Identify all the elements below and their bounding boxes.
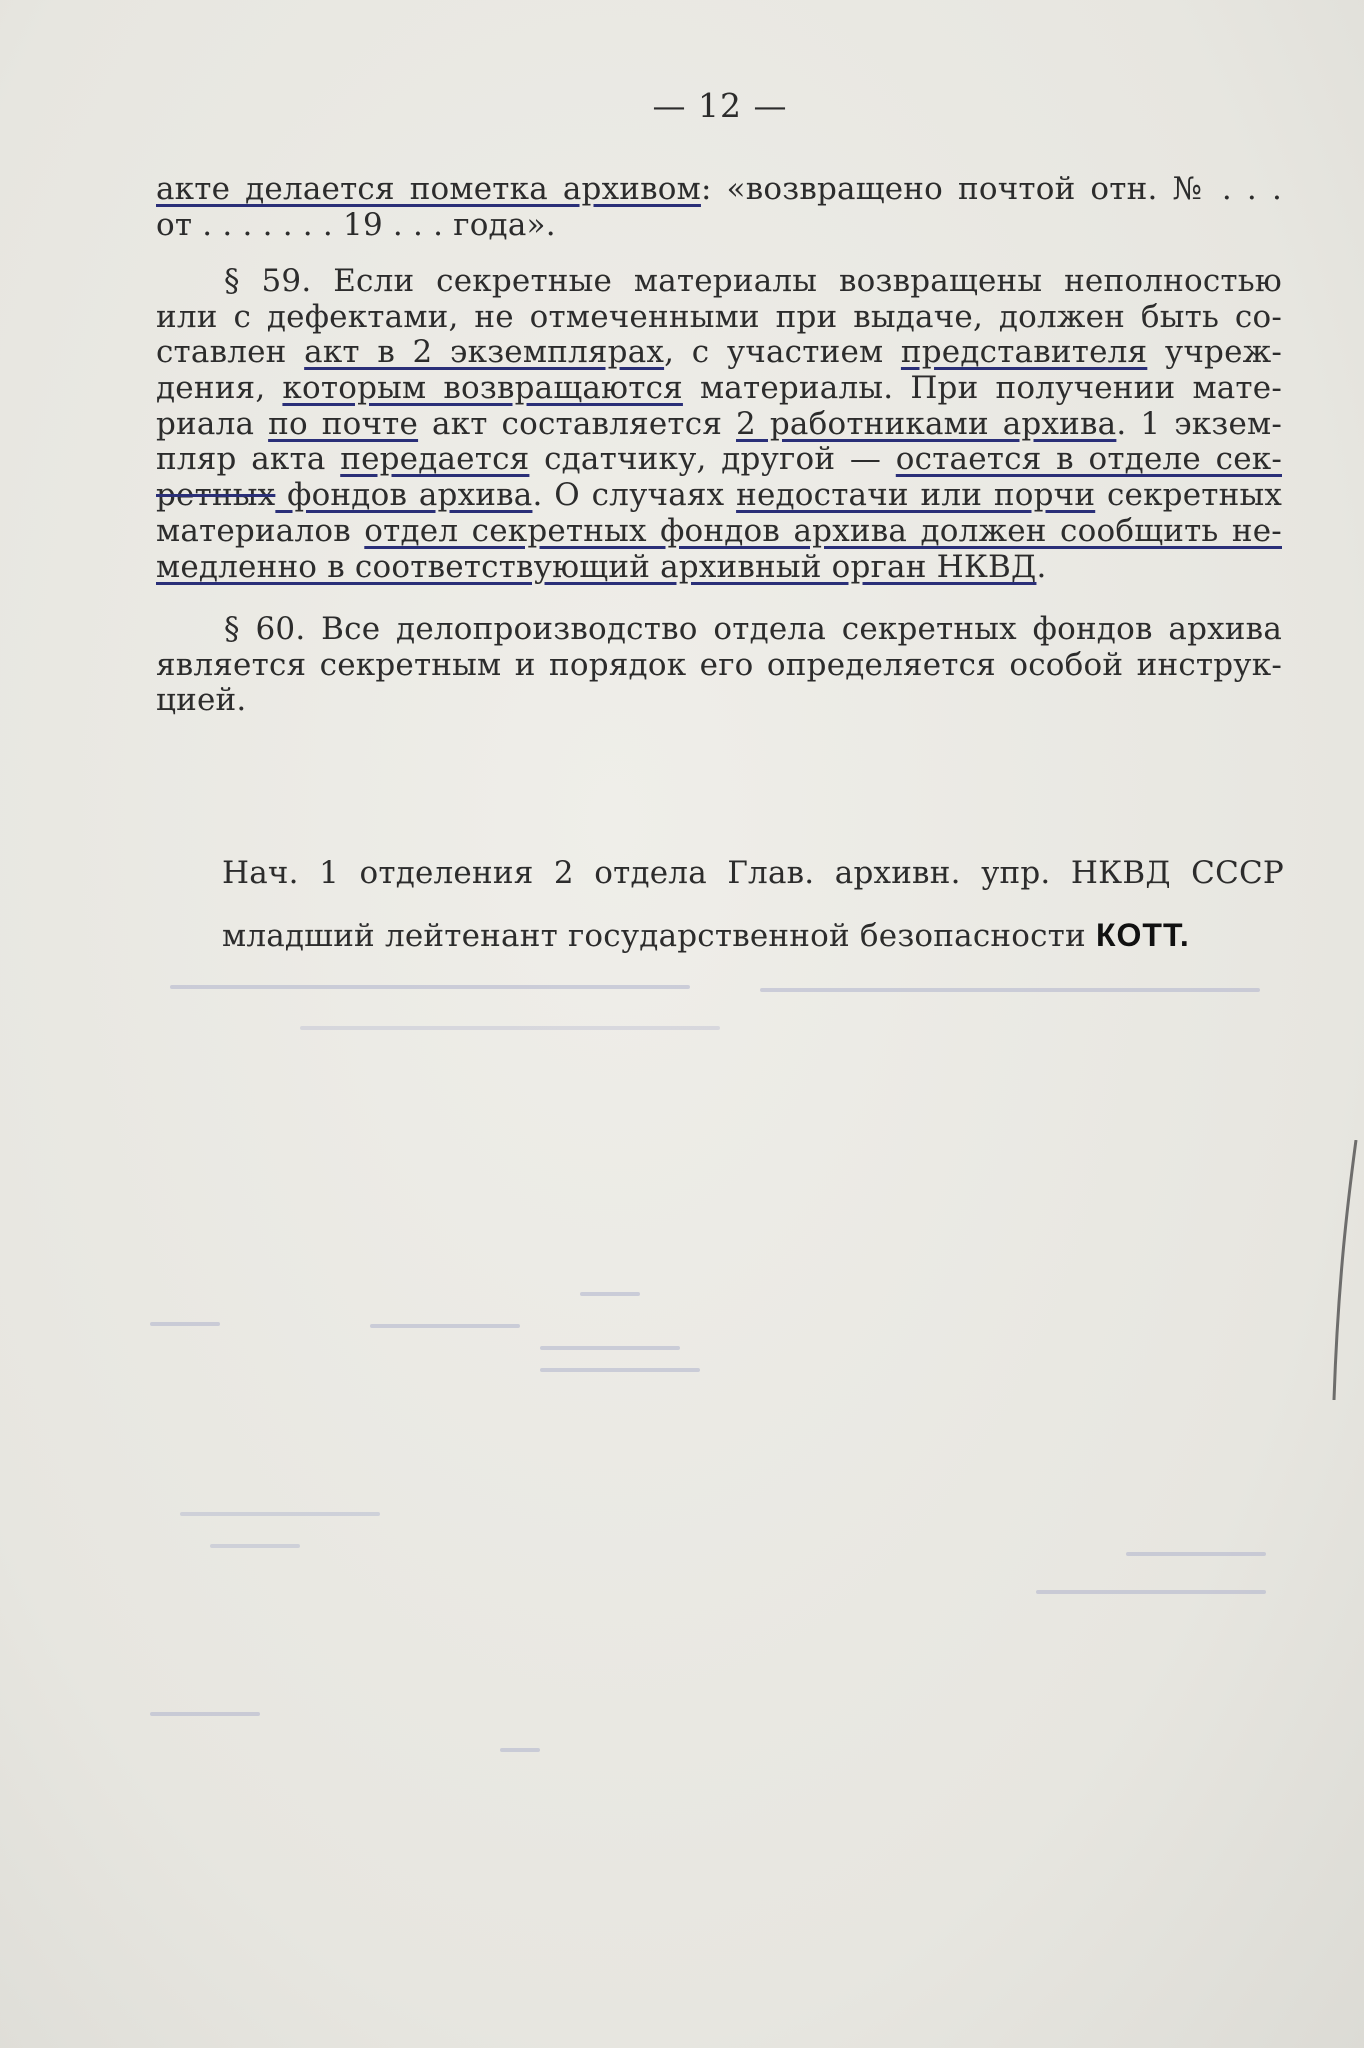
text-span: , с участием — [664, 334, 901, 371]
text-line — [156, 478, 1282, 514]
bleed-through-mark — [540, 1368, 700, 1372]
underlined-text: акт в 2 экземплярах — [304, 334, 665, 371]
signature-rank-line — [222, 904, 1284, 967]
text-span: пляр акта — [156, 441, 341, 478]
text-line — [156, 514, 1282, 550]
underlined-text: представителя — [900, 334, 1148, 371]
underlined-text: 2 работниками архива — [736, 405, 1117, 442]
text-span: учреж- — [1147, 334, 1283, 371]
text-line: цией. — [156, 682, 247, 719]
text-span: риала — [156, 405, 269, 442]
text-span: секретных — [1095, 477, 1283, 514]
text-line: от . . . . . . . 19 . . . года». — [156, 206, 556, 243]
underlined-text: передается — [340, 441, 530, 478]
underlined-text: отдел секретных фондов архива должен сообщить не- — [364, 512, 1282, 549]
bleed-through-mark — [540, 1346, 680, 1350]
text-span: акт составляется — [418, 405, 737, 442]
struck-text: ретных — [156, 477, 276, 514]
text-line: § 60. Все делопроизводство отдела секретных фондов архива — [224, 611, 1282, 647]
underlined-text: которым возвращаются — [282, 370, 683, 407]
bleed-through-mark — [180, 1512, 380, 1516]
bleed-through-mark — [170, 985, 690, 989]
bleed-through-mark — [1036, 1590, 1266, 1594]
text-line — [156, 172, 1282, 208]
bleed-through-mark — [500, 1748, 540, 1752]
text-span: материалов — [156, 512, 365, 549]
signature-title: Нач. 1 отделения 2 отдела Глав. архивн. упр. НКВД СССР — [222, 855, 1284, 891]
text-line — [156, 550, 1282, 586]
signature-surname: КОТТ. — [1095, 917, 1190, 953]
bleed-through-mark — [370, 1324, 520, 1328]
text-span: сдатчику, другой — — [529, 441, 896, 478]
text-line: является секретным и порядок его определяется особой инструк- — [156, 646, 1282, 683]
bleed-through-mark — [150, 1712, 260, 1716]
underlined-text: фондов архива — [275, 477, 533, 514]
bleed-through-mark — [300, 1026, 720, 1030]
text-span: дения, — [156, 370, 283, 407]
page-number: — 12 — — [652, 86, 788, 125]
text-span: . — [1036, 548, 1047, 585]
paragraph-60 — [156, 612, 1282, 719]
text-span: . 1 экзем- — [1116, 405, 1282, 442]
bleed-through-mark — [150, 1322, 220, 1326]
text-span: . О случаях — [532, 477, 737, 514]
text-span: материалы. При получении мате- — [682, 370, 1283, 407]
signature-rank: младший лейтенант государственной безопасности — [222, 918, 1086, 954]
underlined-text: по почте — [268, 405, 419, 442]
text-span: : «возвращено почтой отн. № . . . — [700, 171, 1282, 207]
text-line: § 59. Если секретные материалы возвращены неполностью — [224, 263, 1282, 299]
underlined-text: медленно в соответствующий архивный орган НКВД — [156, 548, 1037, 585]
paragraph-59 — [156, 264, 1282, 585]
underlined-text: недостачи или порчи — [736, 477, 1096, 514]
bleed-through-mark — [580, 1292, 640, 1296]
text-line — [156, 335, 1282, 371]
underlined-text: остается в отделе сек- — [895, 441, 1282, 478]
text-line — [156, 442, 1282, 478]
bleed-through-mark — [760, 988, 1260, 992]
text-line — [156, 407, 1282, 443]
paragraph-58-end — [156, 172, 1282, 243]
bleed-through-mark — [210, 1544, 300, 1548]
signature-block — [222, 842, 1284, 967]
paper-fold-line — [1318, 1140, 1358, 1400]
text-span: ставлен — [156, 334, 305, 371]
underlined-text: акте делается пометка архивом — [156, 171, 701, 207]
bleed-through-mark — [1126, 1552, 1266, 1556]
text-line — [156, 371, 1282, 407]
text-line: или с дефектами, не отмеченными при выдаче, должен быть со- — [156, 298, 1282, 335]
